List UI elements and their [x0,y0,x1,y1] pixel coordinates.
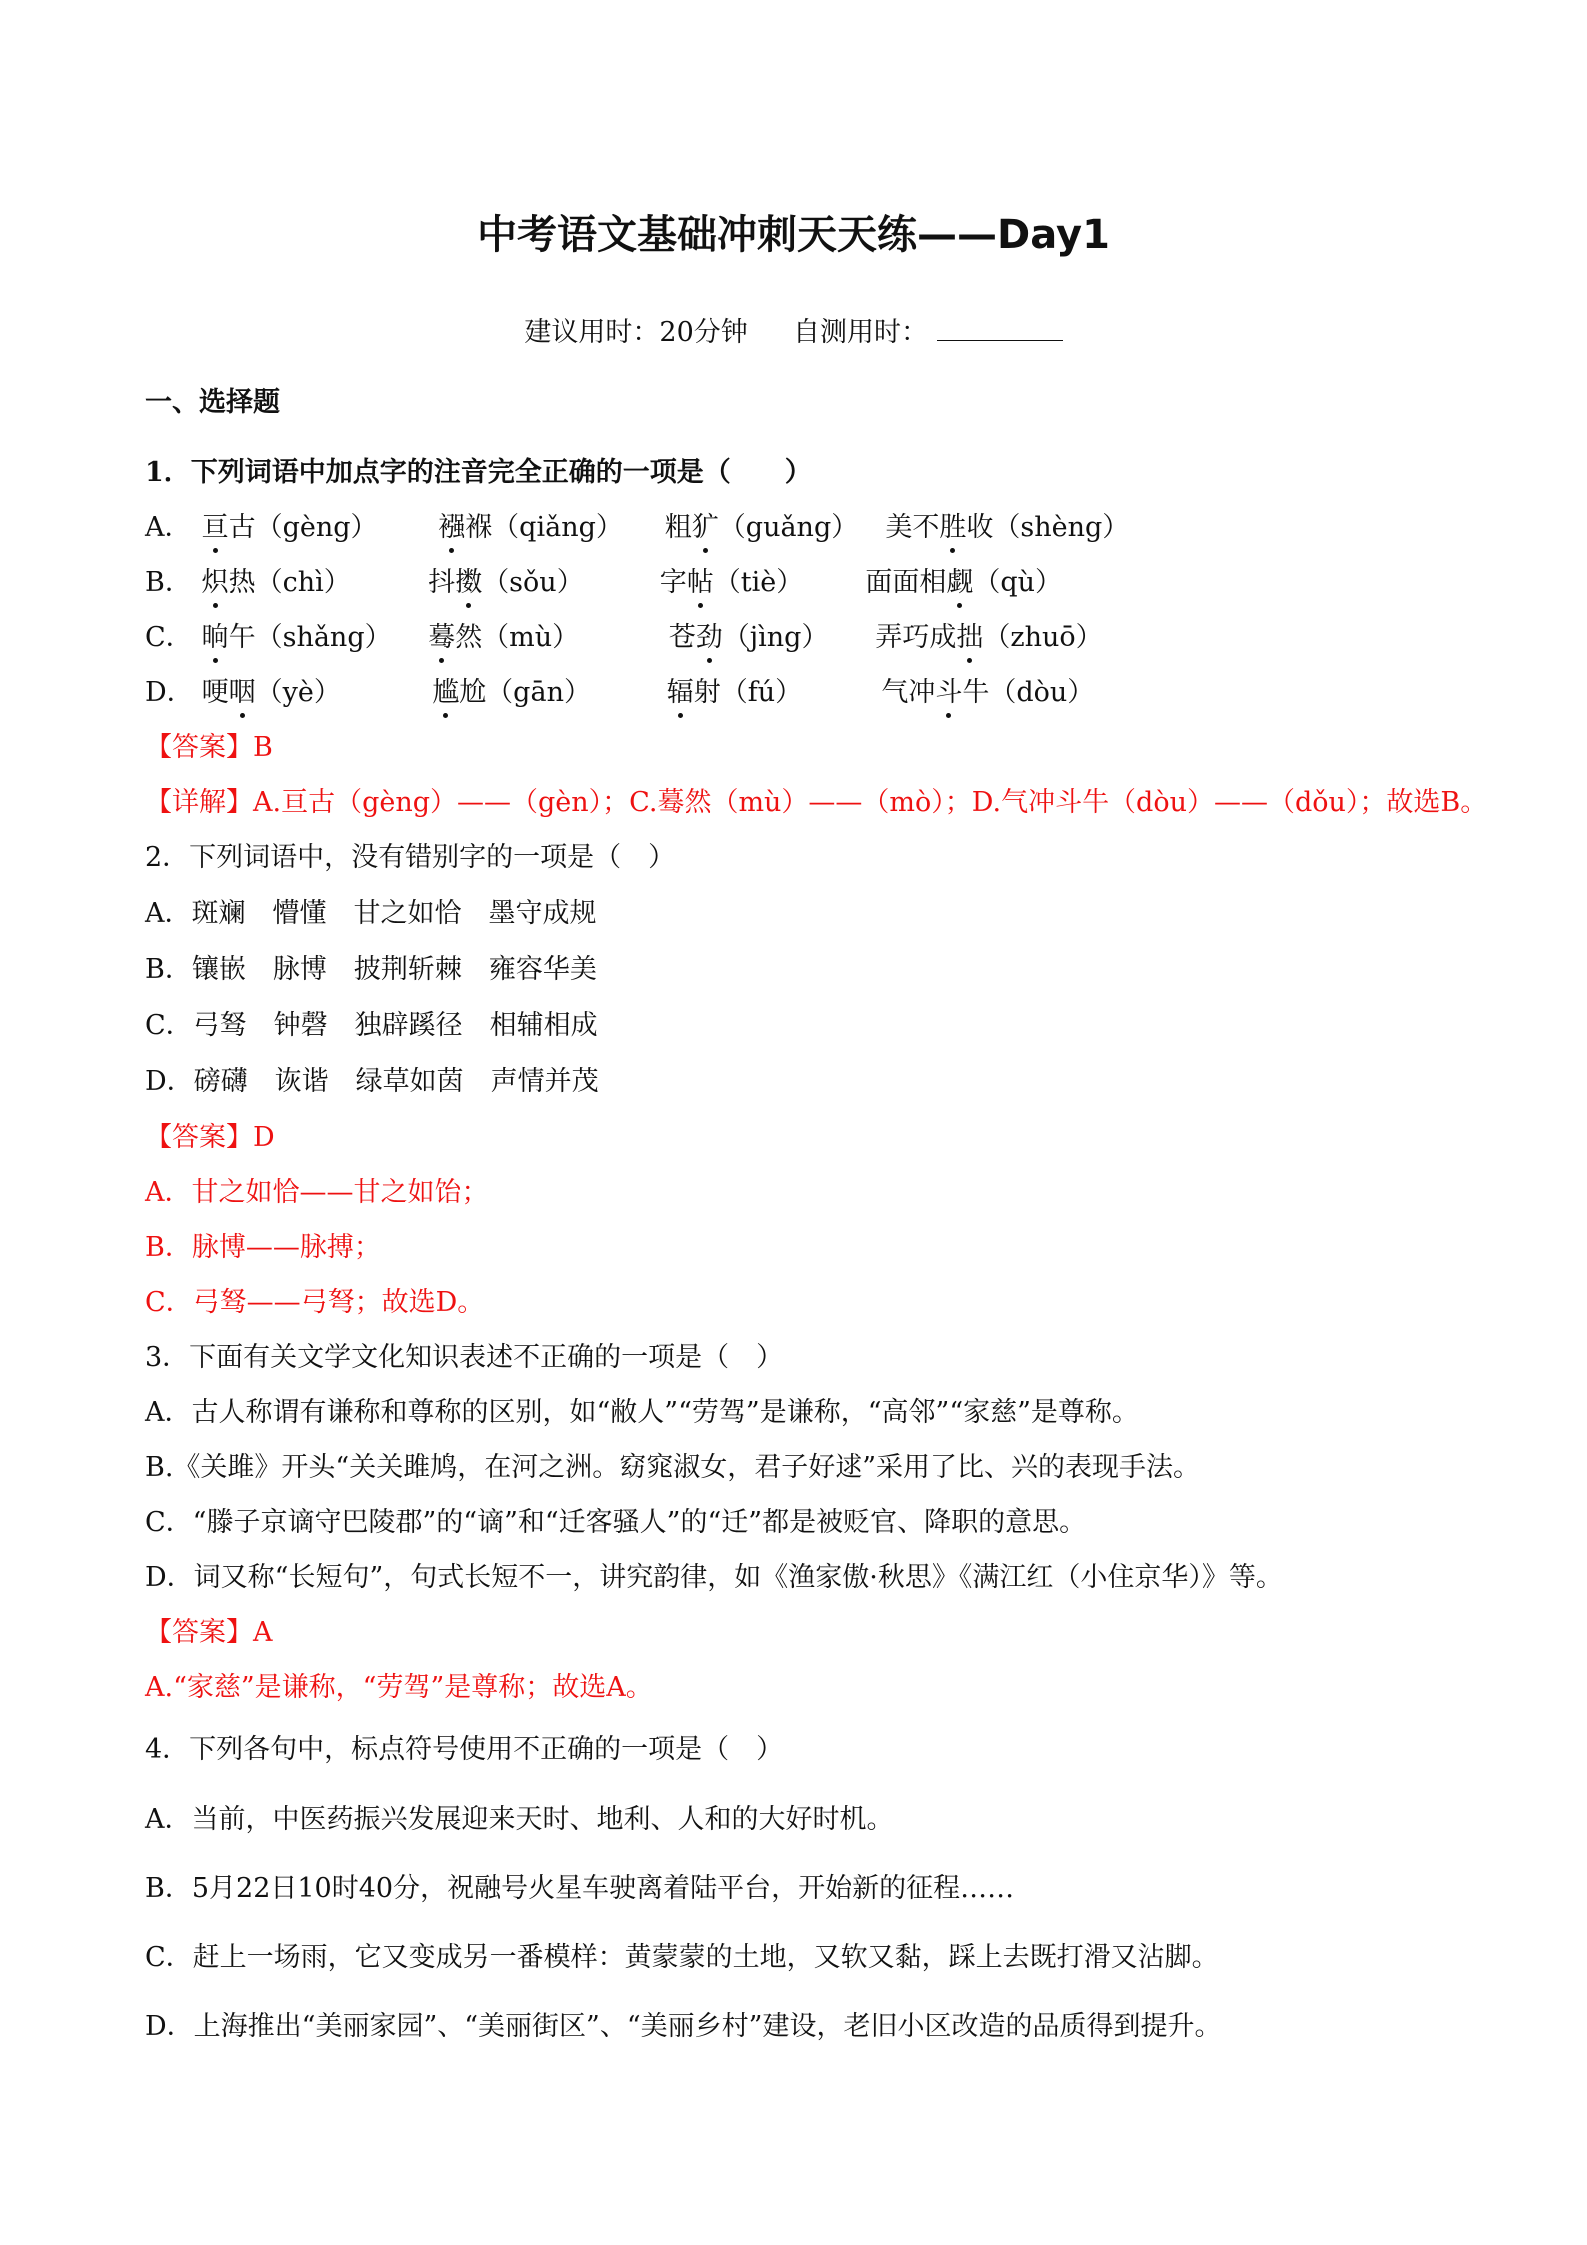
suggested-time: 建议用时：20分钟 [524,317,748,348]
time-info [0,313,1587,353]
q1-option-b: B． 炽热（chì） 抖擞（sǒu） 字帖（tiè） 面面相觑（qù） [145,563,1062,603]
q3-option-c: C．“滕子京谪守巴陵郡”的“谪”和“迁客骚人”的“迁”都是被贬官、降职的意思。 [145,1507,1087,1538]
q2-option-c: C．弓驽 钟磬 独辟蹊径 相辅相成 [145,1010,598,1041]
q2-explanation-c: C．弓驽——弓弩；故选D。 [145,1287,485,1318]
q1-stem: 1．下列词语中加点字的注音完全正确的一项是（ ） [145,457,812,488]
q3-stem: 3．下面有关文学文化知识表述不正确的一项是（ ） [145,1342,784,1373]
q3-explanation: A.“家慈”是谦称，“劳驾”是尊称；故选A。 [145,1672,653,1703]
section-heading: 一、选择题 [145,387,280,418]
q2-stem: 2．下列词语中，没有错别字的一项是（ ） [145,842,676,873]
q4-option-b: B．5月22日10时40分，祝融号火星车驶离着陆平台，开始新的征程…… [145,1873,1015,1904]
q3-option-b: B.《关雎》开头“关关雎鸠，在河之洲。窈窕淑女，君子好逑”采用了比、兴的表现手法。 [145,1452,1201,1483]
q3-option-a: A．古人称谓有谦称和尊称的区别，如“敝人”“劳驾”是谦称，“高邻”“家慈”是尊称。 [145,1397,1139,1428]
self-test-time-blank [937,314,1063,341]
q1-option-a: A． 亘古（gèng） 襁褓（qiǎng） 粗犷（guǎng） 美不胜收（shèng） [145,508,1129,548]
q4-option-d: D．上海推出“美丽家园”、“美丽街区”、“美丽乡村”建设，老旧小区改造的品质得到提升。 [145,2011,1222,2042]
q2-explanation-a: A．甘之如恰——甘之如饴； [145,1177,489,1208]
q2-option-b: B．镶嵌 脉博 披荆斩棘 雍容华美 [145,954,597,985]
q4-option-a: A．当前，中医药振兴发展迎来天时、地利、人和的大好时机。 [145,1804,894,1835]
q2-option-a: A．斑斓 懵懂 甘之如恰 墨守成规 [145,898,597,929]
q2-explanation-b: B．脉博——脉搏； [145,1232,381,1263]
q3-answer: 【答案】A [145,1617,273,1648]
q1-option-c: C． 晌午（shǎng） 蓦然（mù） 苍劲（jìng） 弄巧成拙（zhuō） [145,618,1103,658]
q1-explanation: 【详解】A.亘古（gèng）——（gèn）；C.蓦然（mù）——（mò）；D.气冲斗牛（dòu）——（dǒu）；故选B。 [145,787,1488,818]
q4-option-c: C．赶上一场雨，它又变成另一番模样：黄蒙蒙的土地，又软又黏，踩上去既打滑又沾脚。 [145,1942,1219,1973]
q2-option-d: D．磅礴 诙谐 绿草如茵 声情并茂 [145,1066,599,1097]
q1-answer: 【答案】B [145,732,273,763]
q2-answer: 【答案】D [145,1122,275,1153]
page-title: 中考语文基础冲刺天天练——Day1 [477,212,1110,258]
q4-stem: 4．下列各句中，标点符号使用不正确的一项是（ ） [145,1734,784,1765]
self-test-time-label: 自测用时： [792,317,928,348]
q1-option-d: D． 哽咽（yè） 尴尬（gān） 辐射（fú） 气冲斗牛（dòu） [145,673,1094,713]
q3-option-d: D．词又称“长短句”，句式长短不一，讲究韵律，如《渔家傲·秋思》《满江红（小住京华）》等。 [145,1562,1283,1593]
